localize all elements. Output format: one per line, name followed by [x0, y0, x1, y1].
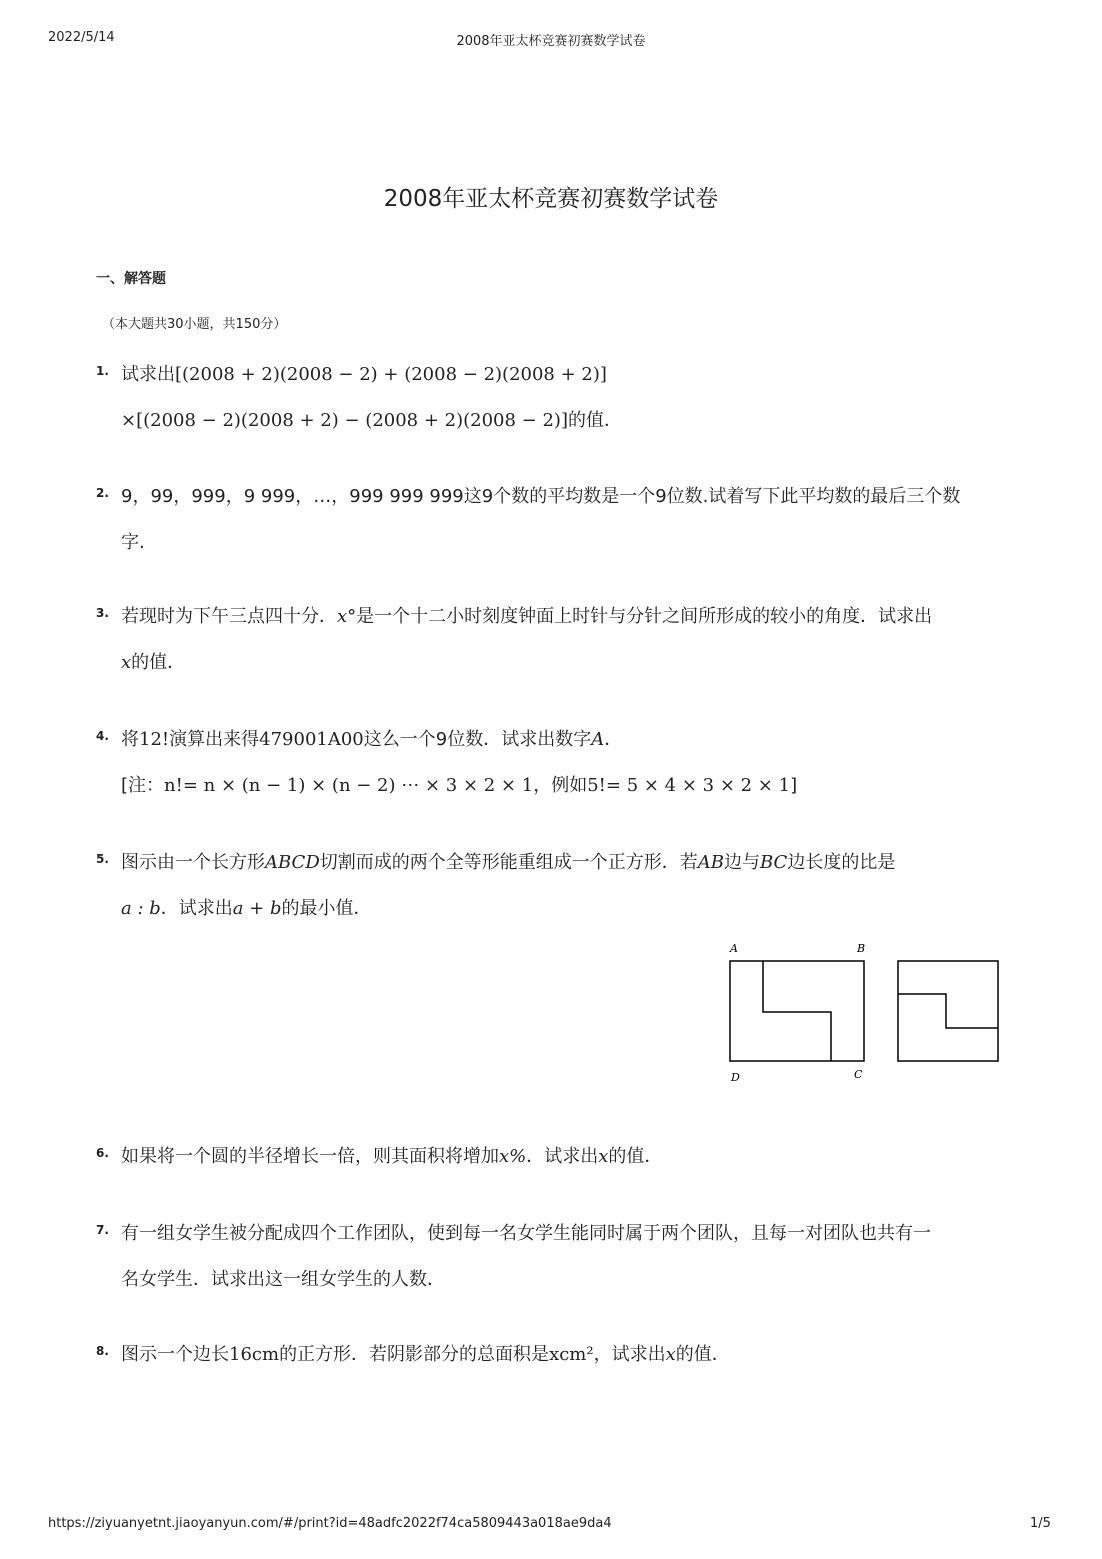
- label-b: B: [857, 942, 866, 955]
- section-heading: 一、解答题: [96, 271, 166, 287]
- question-line: 如果将一个圆的半径增长一倍，则其面积将增加x%．试求出x的值．: [121, 1146, 663, 1167]
- question-line: 图示一个边长16cm的正方形．若阴影部分的总面积是xcm²，试求出x的值．: [121, 1344, 730, 1365]
- label-a: A: [730, 942, 738, 955]
- question-line: 有一组女学生被分配成四个工作团队，使到每一名女学生能同时属于两个团队，且每一对团队也共有一: [121, 1223, 931, 1244]
- header-date: 2022/5/14: [48, 30, 115, 45]
- question-line: 若现时为下午三点四十分．x°是一个十二小时刻度钟面上时针与分针之间所形成的较小的角度．试求出: [121, 606, 933, 627]
- question-number: 5.: [96, 852, 109, 866]
- square-cut-line: [898, 994, 998, 1028]
- rectangle-abcd: [730, 961, 864, 1061]
- page-title: 2008年亚太杯竞赛初赛数学试卷: [383, 186, 719, 212]
- question-line: ×[(2008 − 2)(2008 + 2) − (2008 + 2)(2008 − 2)]的值．: [121, 410, 622, 431]
- question-number: 8.: [96, 1344, 109, 1358]
- cut-line: [763, 961, 831, 1061]
- question-line: x的值．: [121, 652, 186, 673]
- question-line: 将12!演算出来得479001A00这么一个9位数．试求出数字A．: [121, 729, 623, 750]
- question-line: 名女学生．试求出这一组女学生的人数．: [121, 1269, 445, 1290]
- label-d: D: [731, 1071, 740, 1084]
- label-c: C: [854, 1068, 863, 1081]
- section-note: （本大题共30小题，共150分）: [102, 317, 287, 332]
- question-number: 4.: [96, 729, 109, 743]
- question-line: 图示由一个长方形ABCD切割而成的两个全等形能重组成一个正方形．若AB边与BC边长度的比是: [121, 852, 896, 873]
- question-number: 6.: [96, 1146, 109, 1160]
- question-number: 1.: [96, 364, 109, 378]
- square: [898, 961, 998, 1061]
- header-doc-title: 2008年亚太杯竞赛初赛数学试卷: [456, 34, 646, 49]
- question-line: 字.: [121, 532, 145, 553]
- footer-page-number: 1/5: [1030, 1516, 1051, 1531]
- question-line: [注：n!= n × (n − 1) × (n − 2) ⋯ × 3 × 2 × 1，例如5!= 5 × 4 × 3 × 2 × 1]: [121, 775, 798, 796]
- question-line: 试求出[(2008 + 2)(2008 − 2) + (2008 − 2)(2008 + 2)]: [121, 364, 607, 385]
- question-number: 7.: [96, 1223, 109, 1237]
- question-number: 3.: [96, 606, 109, 620]
- rectangle-square-figure: [720, 935, 1010, 1085]
- question-line: 9，99，999，9 999，…，999 999 999这9个数的平均数是一个9位数.试着写下此平均数的最后三个数: [121, 486, 961, 507]
- question-line: a : b．试求出a + b的最小值．: [121, 898, 372, 919]
- question-number: 2.: [96, 486, 109, 500]
- footer-url: https://ziyuanyetnt.jiaoyanyun.com/#/print?id=48adfc2022f74ca5809443a018ae9da4: [48, 1516, 612, 1531]
